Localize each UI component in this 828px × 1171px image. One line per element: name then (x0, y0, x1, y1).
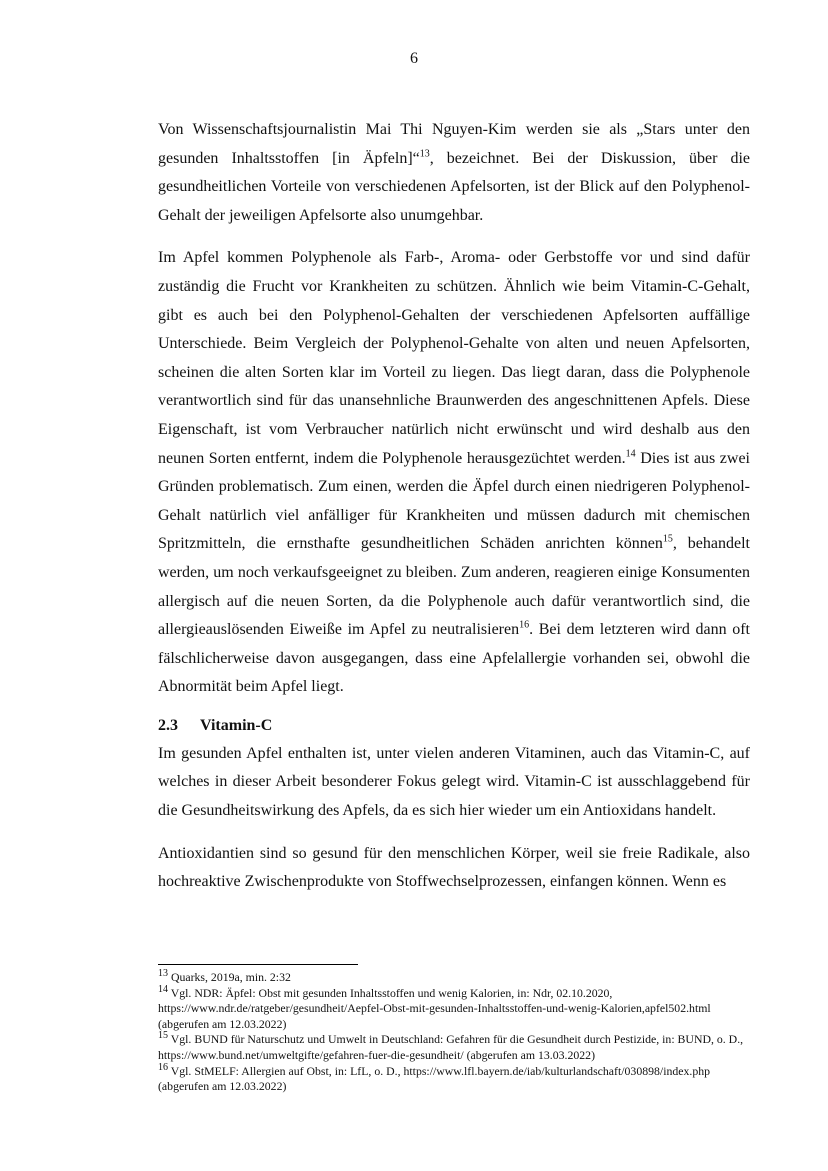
paragraph-text: Von Wissenschaftsjournalistin Mai Thi Nguyen-Kim werden sie als „Stars unter den gesunden Inhaltsstoffen [in Äpfeln]“ (158, 121, 750, 167)
page-number: 6 (410, 50, 418, 67)
paragraph-vitamin-c: Im gesunden Apfel enthalten ist, unter vielen anderen Vitaminen, auch das Vitamin-C, auf welches in dieser Arbeit besonderer Fokus gelegt wird. Vitamin-C ist ausschlaggebend für die Gesundheitswirkung des Apfels, da es sich hier wieder um ein Antioxidans handelt. (158, 744, 750, 820)
footnote-ref[interactable]: 16 (519, 619, 530, 631)
footnote (158, 1061, 758, 1095)
footnote (158, 1032, 758, 1063)
footnote-text: Vgl. NDR: Äpfel: Obst mit gesunden Inhaltsstoffen und wenig Kalorien, in: Ndr, 02.10.2020, https://www.ndr.de/ratgeber/gesundheit/Aepfel-Obst-mit-gesunden-Inhaltsstoffen-und-wenig-Kalorien,apfel502.html (abgerufen am 12.03.2022) (158, 985, 711, 1031)
footnote-number: 13 (158, 968, 168, 980)
footnote-separator (158, 964, 358, 965)
footnote (158, 983, 758, 1033)
paragraph-antioxidants: Antioxidantien sind so gesund für den menschlichen Körper, weil sie freie Radikale, also hochreaktive Zwischenprodukte von Stoffwechselprozessen, einfangen können. Wenn es (158, 844, 750, 891)
paragraph-text: Im Apfel kommen Polyphenole als Farb-, Aroma- oder Gerbstoffe vor und sind dafür zuständig die Frucht vor Krankheiten zu schützen. Ähnlich wie beim Vitamin-C-Gehalt, gibt es auch bei den Polyphenol-Gehalten der verschiedenen Apfelsorten auffällige Unterschiede. Beim Vergleich der Polyphenol-Gehalte von alten und neuen Apfelsorten, scheinen die alten Sorten klar im Vorteil zu liegen. Das liegt daran, dass die Polyphenole verantwortlich sind für das unansehnliche Braunwerden des angeschnittenen Apfels. Diese Eigenschaft, ist vom Verbraucher natürlich nicht erwünscht und wird deshalb aus den neunen Sorten entfernt, indem die Polyphenole herausgezüchtet werden. (158, 249, 750, 467)
paragraph-text: Dies ist aus zwei Gründen problematisch. Zum einen, werden die Äpfel durch einen niedrigeren Polyphenol-Gehalt natürlich viel anfälliger für Krankheiten und müssen dadurch mit chemischen Spritzmitteln, die ernsthafte gesundheitlichen Schäden anrichten können (158, 449, 750, 553)
footnote (158, 970, 758, 986)
footnote-number: 16 (158, 1061, 168, 1073)
section-title: Vitamin-C (200, 716, 273, 734)
footnote-text: Vgl. StMELF: Allergien auf Obst, in: LfL, o. D., https://www.lfl.bayern.de/iab/kulturlandschaft/030898/index.php (abgerufen am 12.03.2022) (158, 1063, 711, 1094)
section-number: 2.3 (158, 716, 178, 734)
footnote-text: Quarks, 2019a, min. 2:32 (168, 970, 291, 984)
body-text (158, 116, 750, 911)
footnote-ref[interactable]: 13 (419, 148, 430, 160)
paragraph-polyphenols (158, 244, 750, 702)
footnote-number: 14 (158, 983, 168, 995)
footnotes (158, 970, 758, 1095)
footnote-text: Vgl. BUND für Naturschutz und Umwelt in Deutschland: Gefahren für die Gesundheit durch Pestizide, in: BUND, o. D., https://www.bund.net/umweltgifte/gefahren-fuer-die-gesundheit/ (abgerufen am 13.03.2022) (158, 1032, 744, 1062)
paragraph-text: . Bei dem letzteren wird dann oft fälschlicherweise davon ausgegangen, dass eine Apfelallergie vorhanden sei, obwohl die Abnormität beim Apfel liegt. (158, 621, 750, 696)
footnote-number: 15 (158, 1030, 168, 1042)
section-heading (158, 712, 750, 740)
paragraph-stars (158, 116, 750, 230)
paragraph-text: , bezeichnet. Bei der Diskussion, über die gesundheitlichen Vorteile von verschiedenen Apfelsorten, ist der Blick auf den Polyphenol-Gehalt der jeweiligen Apfelsorte also unumgehbar. (158, 149, 750, 224)
footnote-ref[interactable]: 14 (625, 448, 636, 460)
footnote-ref[interactable]: 15 (662, 533, 673, 545)
paragraph-text: , behandelt werden, um noch verkaufsgeeignet zu bleiben. Zum anderen, reagieren einige Konsumenten allergisch auf die neuen Sorten, da die Polyphenole auch dafür verantwortlich sind, die allergieauslösenden Eiweiße im Apfel zu neutralisieren (158, 535, 750, 639)
